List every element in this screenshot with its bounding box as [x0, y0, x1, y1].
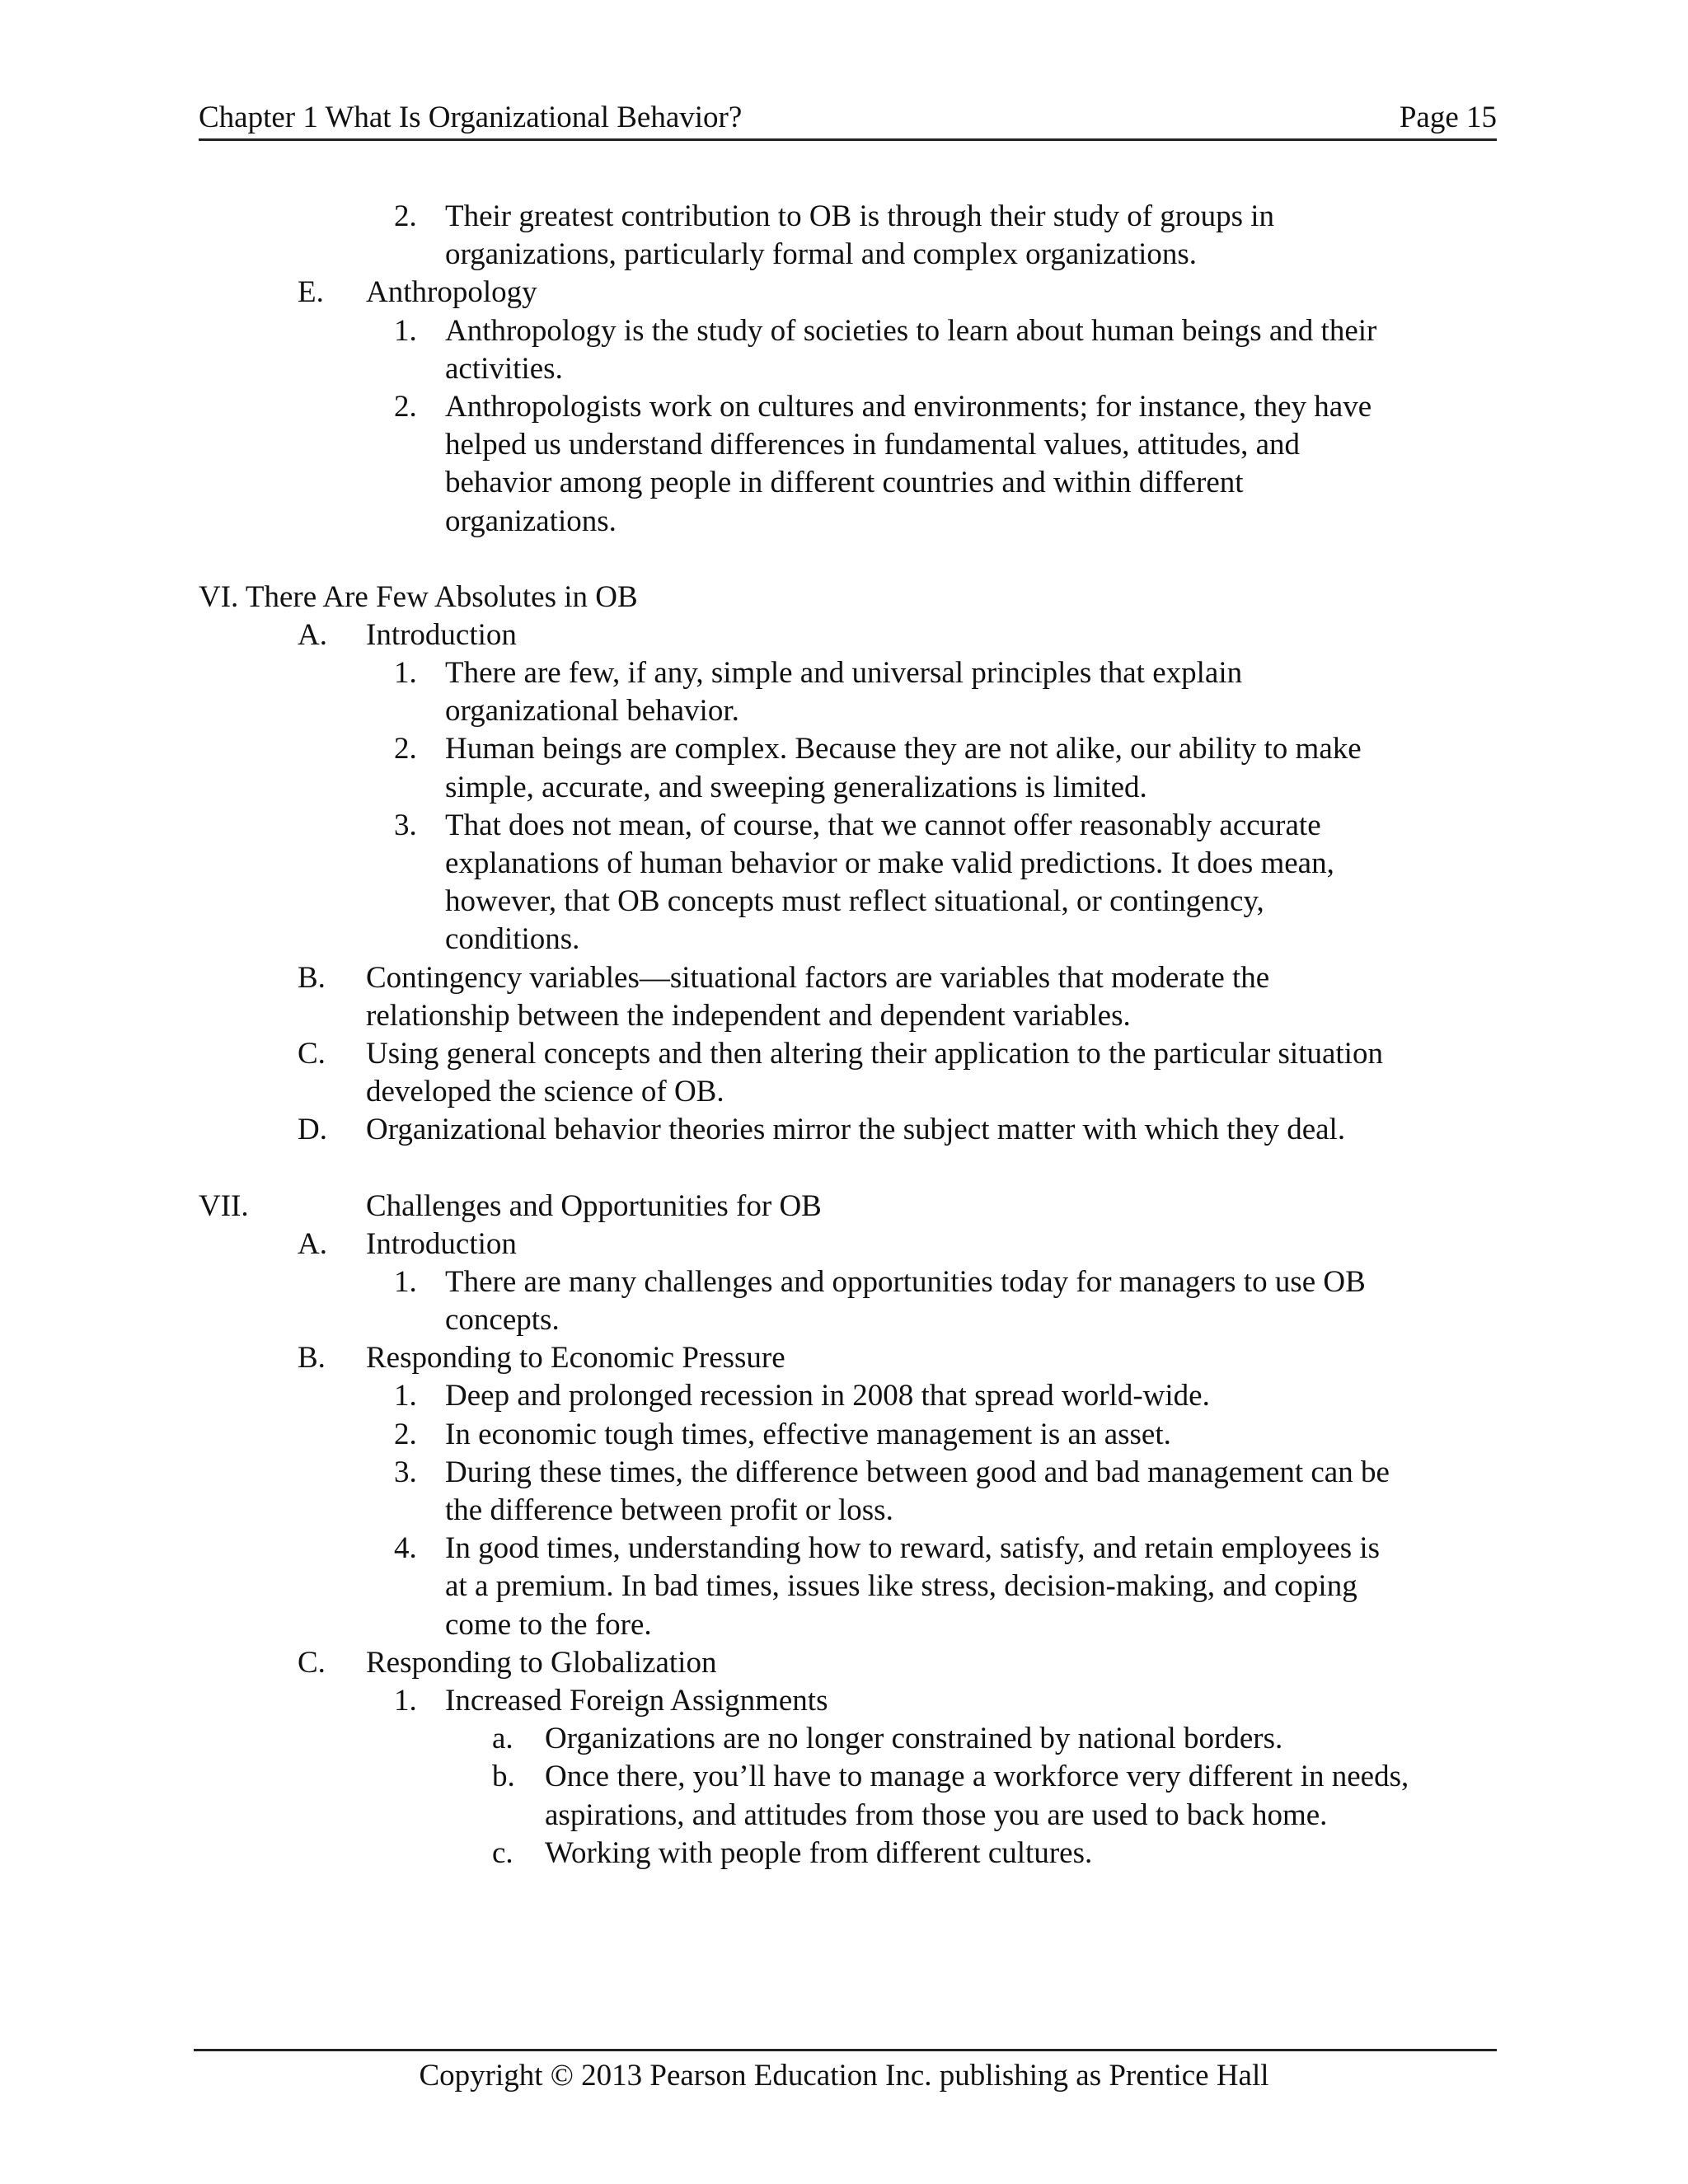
outline-label: C. [298, 1036, 326, 1071]
outline-item [199, 312, 1526, 388]
outline-label: 1. [394, 1683, 417, 1718]
outline-text-line: however, that OB concepts must reflect situational, or contingency, [445, 884, 1264, 919]
page-header [199, 97, 1497, 141]
outline-text-line: During these times, the difference between good and bad management can be [445, 1455, 1390, 1489]
outline-item [199, 1226, 1526, 1263]
outline-item [199, 1758, 1526, 1834]
outline-text-line: Human beings are complex. Because they are not alike, our ability to make [445, 732, 1362, 766]
outline-text-line: Responding to Economic Pressure [366, 1341, 785, 1376]
outline-text-line: Anthropologists work on cultures and environments; for instance, they have [445, 389, 1372, 424]
outline-text-line: Anthropology [366, 275, 537, 310]
outline-text-line: organizational behavior. [445, 694, 739, 729]
copyright-footer: Copyright © 2013 Pearson Education Inc. publishing as Prentice Hall [419, 2059, 1269, 2093]
outline-item [199, 1454, 1526, 1530]
outline-text-line: relationship between the independent and dependent variables. [366, 998, 1131, 1033]
outline-label: 2. [394, 1417, 417, 1451]
outline-text-line: come to the fore. [445, 1607, 652, 1642]
outline-label: 1. [394, 1379, 417, 1413]
outline-text-line: Organizations are no longer constrained by national borders. [545, 1722, 1283, 1756]
outline-text-line: Deep and prolonged recession in 2008 that spread world-wide. [445, 1379, 1210, 1413]
outline-item [199, 1530, 1526, 1644]
outline-label: C. [298, 1645, 326, 1680]
outline-text-line: Anthropology is the study of societies to learn about human beings and their [445, 313, 1377, 348]
outline-text-line: There are many challenges and opportunities today for managers to use OB [445, 1264, 1366, 1299]
outline-text-line: Introduction [366, 1226, 517, 1261]
outline-item [199, 1339, 1526, 1377]
outline-text-line: Increased Foreign Assignments [445, 1683, 828, 1718]
outline-text-line: Challenges and Opportunities for OB [366, 1188, 822, 1223]
outline-item [199, 1188, 1526, 1226]
outline-label: 2. [394, 389, 417, 424]
outline-label: c. [492, 1835, 513, 1870]
outline-text-line: Using general concepts and then altering their application to the particular situation [366, 1036, 1383, 1071]
outline-label: 4. [394, 1531, 417, 1566]
outline-label: b. [492, 1760, 515, 1794]
outline-text-line: That does not mean, of course, that we cannot offer reasonably accurate [445, 808, 1321, 842]
outline-text-line: explanations of human behavior or make valid predictions. It does mean, [445, 846, 1334, 880]
outline-text-line: In economic tough times, effective management is an asset. [445, 1417, 1171, 1451]
footer-divider [194, 2049, 1497, 2051]
outline-label: 1. [394, 1264, 417, 1299]
outline-text-line: Once there, you’ll have to manage a workforce very different in needs, [545, 1760, 1409, 1794]
outline-text-line: Responding to Globalization [366, 1645, 717, 1680]
outline-text-line: behavior among people in different countries and within different [445, 466, 1244, 500]
outline-text-line: Organizational behavior theories mirror the subject matter with which they deal. [366, 1113, 1346, 1147]
outline-text-line: helped us understand differences in fundamental values, attitudes, and [445, 428, 1301, 462]
outline-text-line: concepts. [445, 1303, 560, 1338]
outline-body [199, 198, 1526, 1872]
outline-label: A. [298, 617, 327, 652]
outline-text-line: Introduction [366, 617, 517, 652]
outline-item [199, 959, 1526, 1035]
outline-item [199, 1720, 1526, 1758]
outline-text-line: organizations. [445, 504, 617, 538]
outline-text-line: Contingency variables—situational factors are variables that moderate the [366, 960, 1270, 995]
outline-item [199, 807, 1526, 959]
section-spacer [199, 1150, 1526, 1188]
outline-item [199, 1682, 1526, 1720]
outline-label: D. [298, 1113, 327, 1147]
page-number: Page 15 [1399, 101, 1497, 134]
outline-label: 3. [394, 808, 417, 842]
outline-label: VII. [199, 1188, 249, 1223]
outline-item [199, 388, 1526, 541]
outline-label: 3. [394, 1455, 417, 1489]
outline-item [199, 1835, 1526, 1872]
outline-item [199, 1035, 1526, 1111]
outline-item [199, 274, 1526, 312]
outline-label: 1. [394, 313, 417, 348]
outline-label: A. [298, 1226, 327, 1261]
outline-item [199, 198, 1526, 274]
outline-text-line: conditions. [445, 922, 580, 957]
outline-text-line: VI. There Are Few Absolutes in OB [199, 579, 638, 614]
outline-label: E. [298, 275, 324, 310]
outline-label: 1. [394, 656, 417, 691]
chapter-title: Chapter 1 What Is Organizational Behavior? [199, 101, 743, 134]
outline-label: 2. [394, 732, 417, 766]
outline-item [199, 1263, 1526, 1339]
outline-text-line: at a premium. In bad times, issues like stress, decision-making, and coping [445, 1569, 1357, 1604]
outline-label: B. [298, 960, 326, 995]
outline-text-line: There are few, if any, simple and universal principles that explain [445, 656, 1243, 691]
section-spacer [199, 541, 1526, 579]
outline-item [199, 1644, 1526, 1682]
outline-text-line: In good times, understanding how to reward, satisfy, and retain employees is [445, 1531, 1381, 1566]
outline-item [199, 730, 1526, 806]
outline-text-line: Working with people from different cultures. [545, 1835, 1093, 1870]
outline-item [199, 579, 1526, 616]
outline-item [199, 1377, 1526, 1415]
outline-text-line: activities. [445, 351, 563, 386]
outline-text-line: simple, accurate, and sweeping generalizations is limited. [445, 770, 1147, 804]
outline-text-line: the difference between profit or loss. [445, 1493, 893, 1527]
outline-text-line: developed the science of OB. [366, 1075, 724, 1109]
outline-label: a. [492, 1722, 513, 1756]
outline-text-line: organizations, particularly formal and complex organizations. [445, 237, 1198, 272]
outline-item [199, 654, 1526, 730]
outline-item [199, 1111, 1526, 1149]
outline-label: 2. [394, 199, 417, 233]
outline-text-line: aspirations, and attitudes from those you are used to back home. [545, 1797, 1328, 1832]
outline-item [199, 1416, 1526, 1454]
outline-text-line: Their greatest contribution to OB is through their study of groups in [445, 199, 1275, 233]
outline-item [199, 616, 1526, 654]
outline-label: B. [298, 1341, 326, 1376]
